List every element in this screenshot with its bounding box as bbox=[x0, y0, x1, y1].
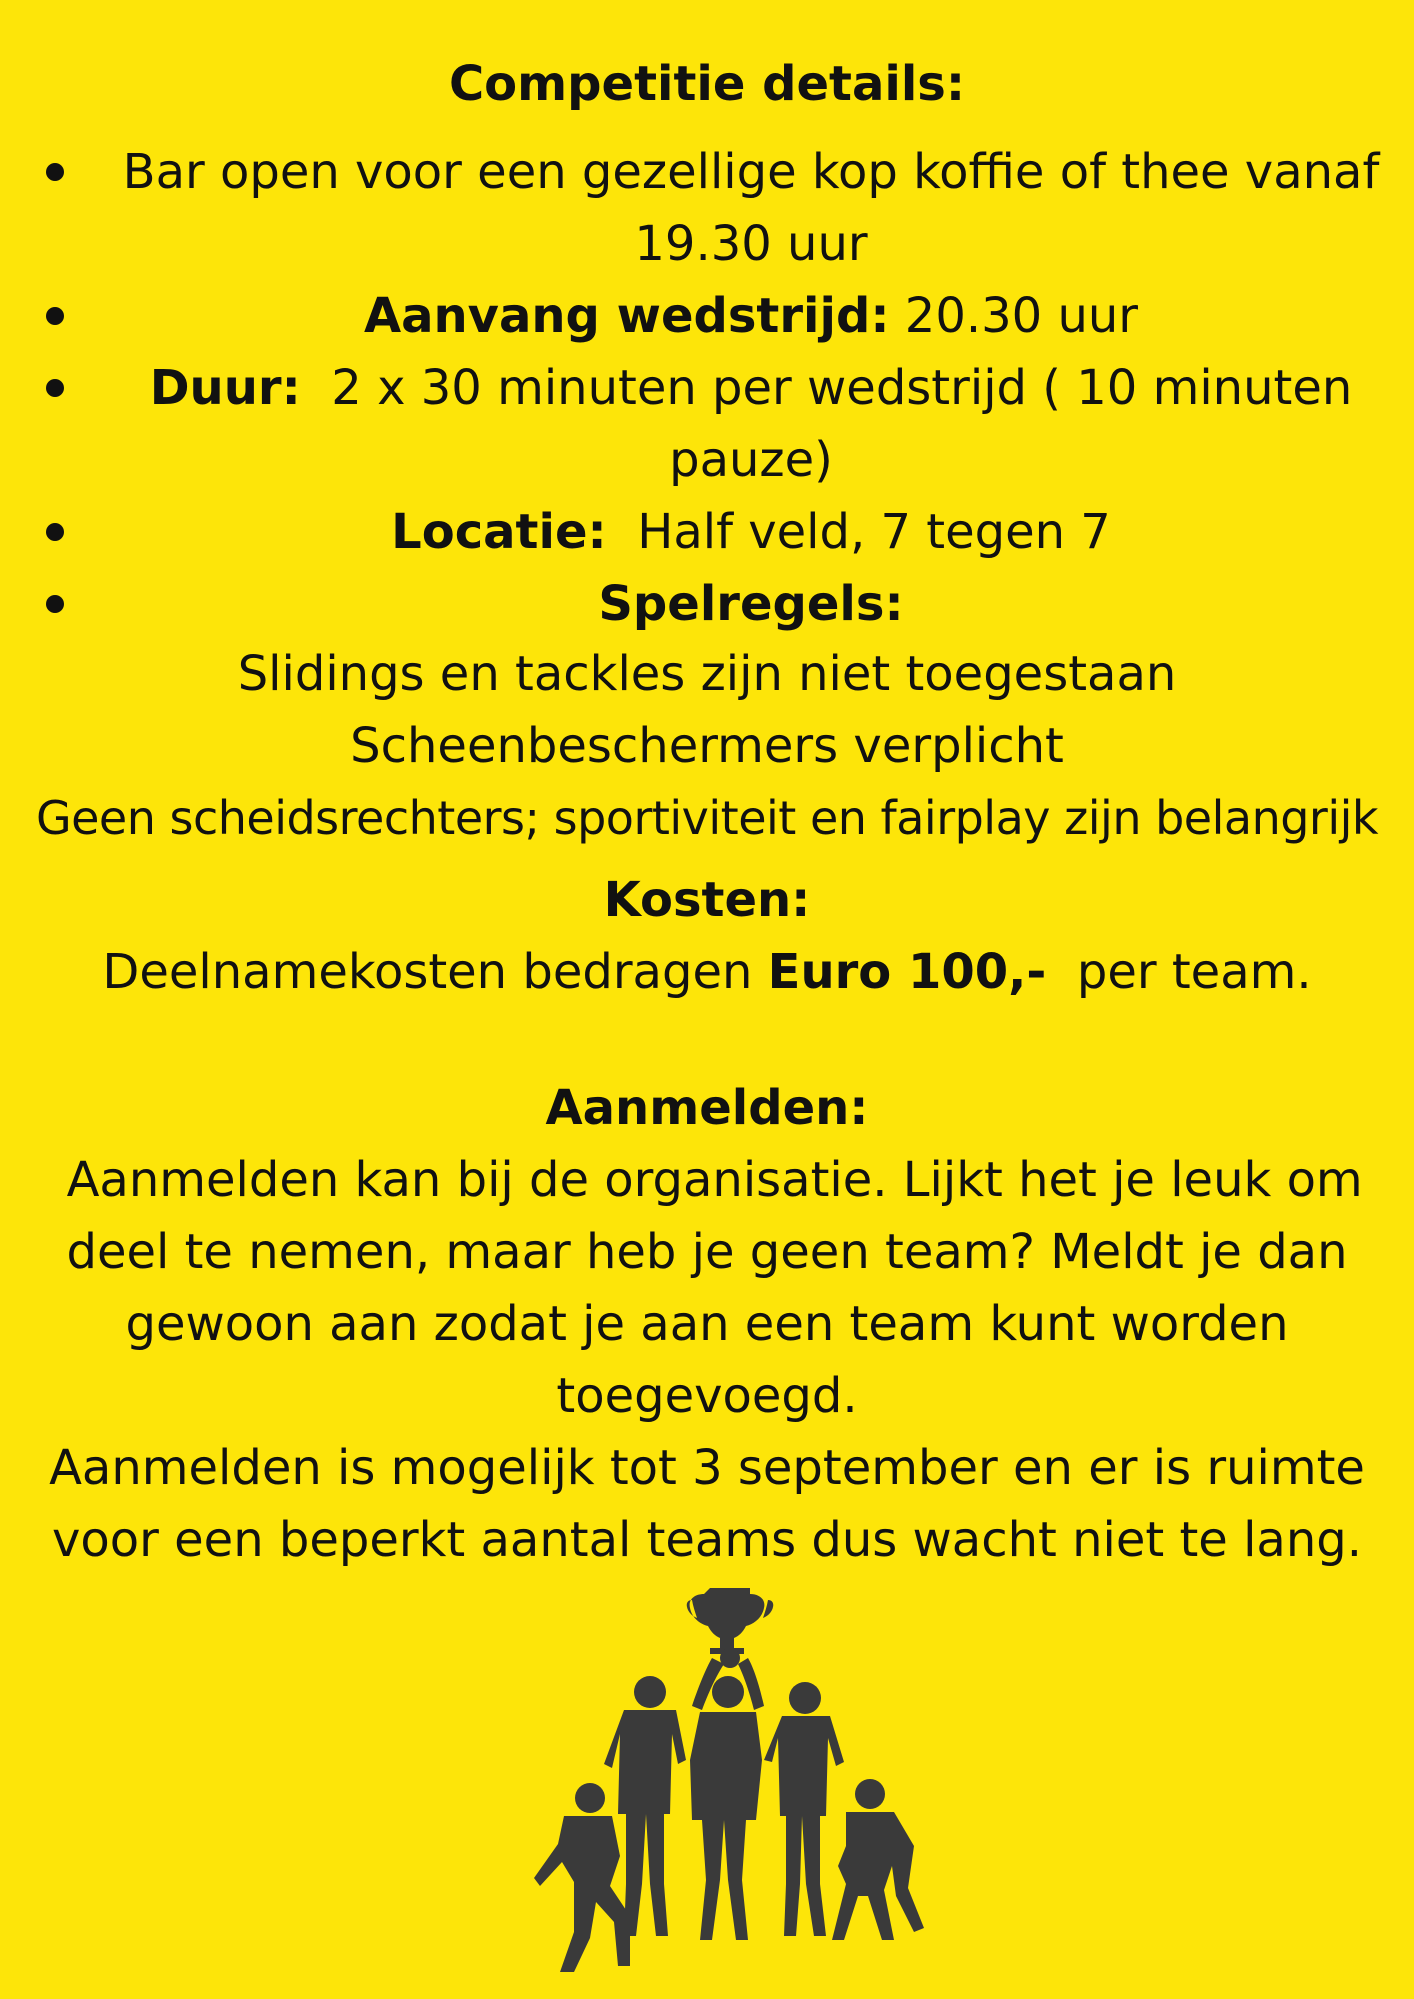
duur-line-1 bbox=[116, 352, 1386, 424]
bullet-dot bbox=[46, 307, 64, 325]
duur-label: Duur: bbox=[149, 360, 301, 416]
team-trophy-silhouette bbox=[520, 1580, 940, 1999]
kosten-line bbox=[0, 936, 1414, 1008]
duur-value: 2 x 30 minuten per wedstrijd ( 10 minuten bbox=[300, 360, 1353, 416]
spelregels-label: Spelregels: bbox=[598, 576, 904, 632]
kosten-heading: Kosten: bbox=[603, 872, 811, 928]
bullet-dot bbox=[46, 523, 64, 541]
kosten-suffix: per team. bbox=[1046, 944, 1312, 1000]
locatie-value: Half veld, 7 tegen 7 bbox=[606, 504, 1111, 560]
locatie-label: Locatie: bbox=[391, 504, 607, 560]
aanmelden-line: deel te nemen, maar heb je geen team? Meldt je dan bbox=[66, 1224, 1348, 1280]
kosten-amount: Euro 100,- bbox=[767, 944, 1047, 1000]
locatie-line bbox=[116, 496, 1386, 568]
aanmelden-heading: Aanmelden: bbox=[545, 1080, 869, 1136]
bar-open-line-1: Bar open voor een gezellige kop koffie of thee vanaf bbox=[122, 144, 1380, 200]
bar-open-line-2: 19.30 uur bbox=[634, 216, 868, 272]
aanmelden-line: toegevoegd. bbox=[556, 1368, 858, 1424]
bullet-dot bbox=[46, 163, 64, 181]
duur-line-2: pauze) bbox=[669, 432, 833, 488]
rule-line: Scheenbeschermers verplicht bbox=[350, 718, 1064, 774]
competitie-title: Competitie details: bbox=[448, 56, 966, 112]
kosten-prefix: Deelnamekosten bedragen bbox=[102, 944, 768, 1000]
aanmelden-line: gewoon aan zodat je aan een team kunt worden bbox=[125, 1296, 1289, 1352]
bullet-dot bbox=[46, 379, 64, 397]
aanvang-line bbox=[116, 280, 1386, 352]
rule-line: Geen scheidsrechters; sportiviteit en fairplay zijn belangrijk bbox=[35, 791, 1379, 845]
bullet-dot bbox=[46, 595, 64, 613]
aanvang-label: Aanvang wedstrijd: bbox=[363, 288, 890, 344]
aanmelden-line: Aanmelden kan bij de organisatie. Lijkt het je leuk om bbox=[51, 1152, 1363, 1208]
aanmelden-line: Aanmelden is mogelijk tot 3 september en er is ruimte bbox=[49, 1440, 1365, 1496]
aanmelden-line: voor een beperkt aantal teams dus wacht niet te lang. bbox=[52, 1512, 1362, 1568]
rule-line: Slidings en tackles zijn niet toegestaan bbox=[237, 646, 1177, 702]
aanvang-value: 20.30 uur bbox=[889, 288, 1139, 344]
